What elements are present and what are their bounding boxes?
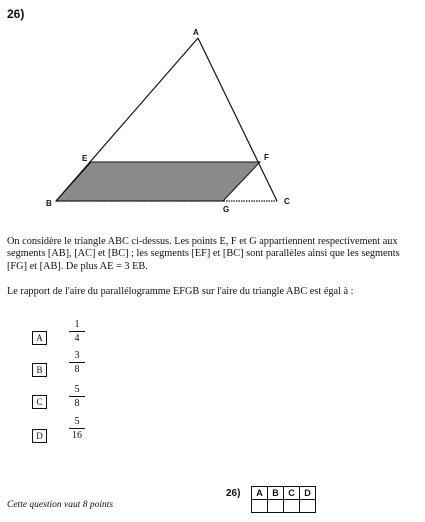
parallelogram-efgb <box>56 162 260 201</box>
answer-checkbox-c[interactable] <box>284 500 300 513</box>
label-b: B <box>46 199 52 208</box>
label-f: F <box>264 153 269 162</box>
option-d[interactable] <box>32 427 47 445</box>
fraction-denominator: 8 <box>74 364 80 375</box>
answer-grid-letters-row <box>252 487 316 500</box>
fraction-numerator: 3 <box>74 350 80 361</box>
label-c: C <box>284 197 290 206</box>
label-e: E <box>82 154 88 163</box>
option-letter-box[interactable]: B <box>32 363 47 377</box>
answer-letter-d: D <box>300 487 316 500</box>
fraction-bar <box>69 362 85 363</box>
label-a: A <box>193 28 199 37</box>
option-d-fraction <box>69 416 85 441</box>
option-letter-box[interactable]: C <box>32 395 47 409</box>
option-b[interactable] <box>32 361 47 379</box>
statement-paragraph-1: On considère le triangle ABC ci-dessus. Les points E, F et G appartiennent respectivement aux segments [AB], [AC] et [BC] ; les segments [EF] et [BC] sont parallèles ainsi que les segments [FG] et [AB]. De plus AE = 3 EB. <box>7 236 400 272</box>
answer-letter-a: A <box>252 487 268 500</box>
option-c-fraction <box>69 384 85 409</box>
fraction-denominator: 16 <box>72 430 82 441</box>
question-number: 26) <box>7 7 25 21</box>
fraction-numerator: 5 <box>74 416 80 427</box>
label-g: G <box>223 205 230 214</box>
points-note: Cette question vaut 8 points <box>7 500 114 510</box>
answer-checkbox-d[interactable] <box>300 500 316 513</box>
statement-paragraph-2: Le rapport de l'aire du parallélogramme EFGB sur l'aire du triangle ABC est égal à : <box>7 286 354 297</box>
triangle-figure <box>0 0 425 230</box>
answer-checkbox-b[interactable] <box>268 500 284 513</box>
fraction-denominator: 4 <box>74 333 80 344</box>
fraction-bar <box>69 428 85 429</box>
answer-grid <box>251 486 316 513</box>
answer-checkbox-a[interactable] <box>252 500 268 513</box>
answer-letter-c: C <box>284 487 300 500</box>
option-a-fraction <box>69 319 85 344</box>
option-letter-box[interactable]: D <box>32 429 47 443</box>
option-c[interactable] <box>32 393 47 411</box>
answer-grid-label: 26) <box>226 488 241 499</box>
fraction-numerator: 5 <box>74 384 80 395</box>
fraction-denominator: 8 <box>74 398 80 409</box>
option-b-fraction <box>69 350 85 375</box>
option-letter-box[interactable]: A <box>32 331 47 345</box>
option-a[interactable] <box>32 329 47 347</box>
fraction-bar <box>69 396 85 397</box>
fraction-numerator: 1 <box>74 319 80 330</box>
answer-letter-b: B <box>268 487 284 500</box>
fraction-bar <box>69 331 85 332</box>
answer-grid-checkbox-row <box>252 500 316 513</box>
